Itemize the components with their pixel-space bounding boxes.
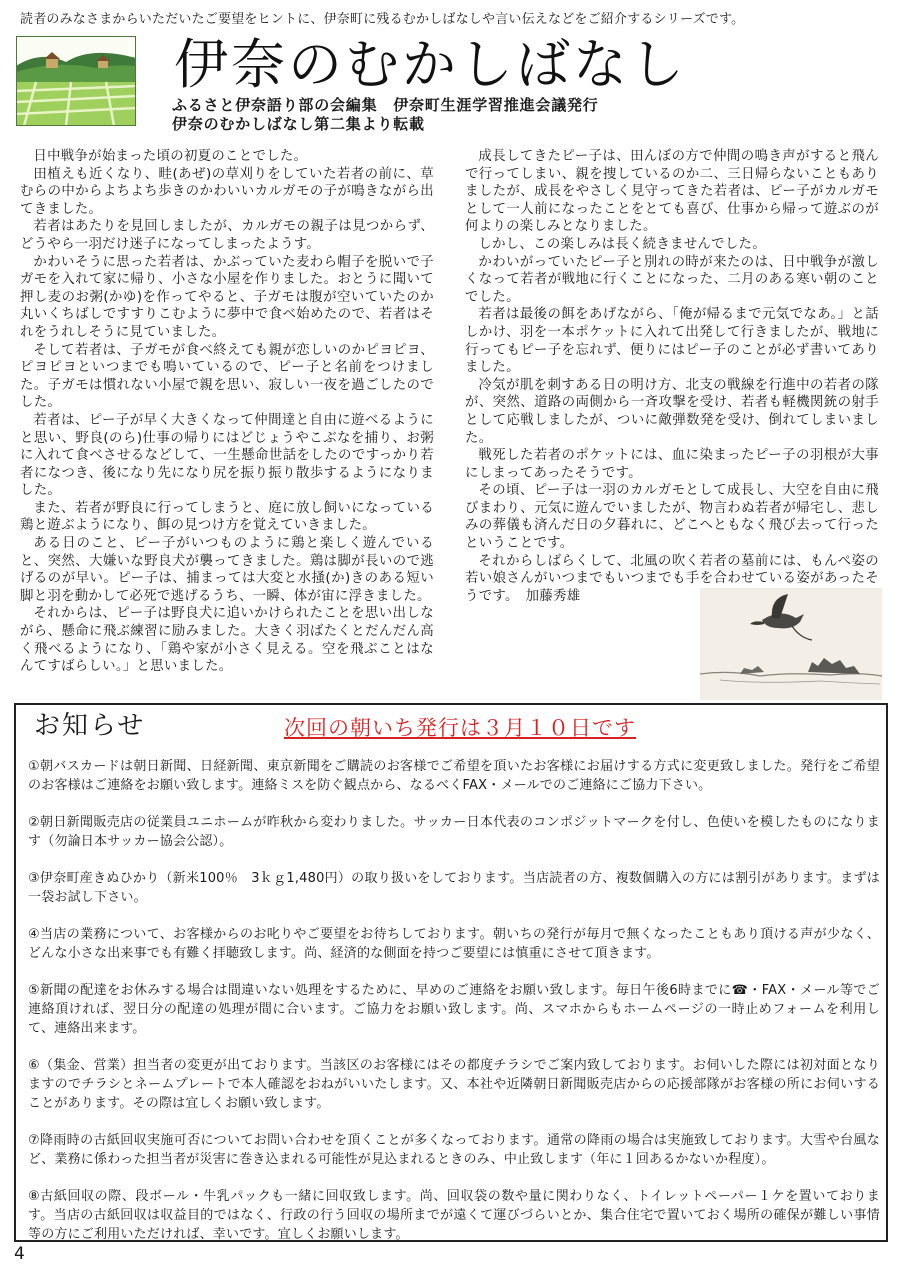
notice-box — [14, 703, 888, 1242]
story-paragraph: 戦死した若者のポケットには、血に染まったピー子の羽根が大事にしまってあったそうです。 — [465, 448, 879, 481]
story-paragraph: 冷気が肌を刺すある日の明け方、北支の戦線を行進中の若者の隊が、突然、道路の両側から一斉攻撃を受け、若者も軽機関銃の射手として応戦しましたが、ついに敵弾数発を受け、倒れてしまいました。 — [465, 377, 879, 446]
notice-item: ③伊奈町産きぬひかり（新米100％ 3ｋｇ1,480円）の取り扱いをしております。当店読者の方、複数個購入の方には割引があります。まずは一袋お試し下さい。 — [28, 871, 880, 905]
story-paragraph: かわいがっていたピー子と別れの時が来たのは、日中戦争が激しくなって若者が戦地に行くことになった、二月のある寒い朝のことでした。 — [465, 254, 879, 305]
notice-item: ④当店の業務について、お客様からのお叱りやご要望をお待ちしております。朝いちの発行が毎月で無くなったこともあり頂ける声が少なく、どんな小さな出来事でも有難く拝聴致します。尚、経済的な側面を持つご要望には慎重にさせて頂きます。 — [28, 927, 880, 961]
story-paragraph: 成長してきたピー子は、田んぼの方で仲間の鳴き声がすると飛んで行ってしまい、親を捜しているのか二、三日帰らないこともありましたが、成長をやさしく見守ってきた若者は、ピー子がカルガモとして一人前になったことをとても喜び、仕事から帰って遊ぶのが何よりの楽しみとなりました。 — [465, 149, 879, 235]
story-paragraph: それからは、ピー子は野良犬に追いかけられたことを思い出しながら、懸命に飛ぶ練習に励みました。大きく羽ばたくとだんだん高く飛べるようになり、「鶏や家が小さく見える。空を飛ぶことはなんてすばらしい。」と思いました。 — [20, 606, 434, 675]
notice-item: ⑤新聞の配達をお休みする場合は間違いない処理をするために、早めのご連絡をお願い致します。毎日午後6時までに☎・FAX・メール等でご連絡頂ければ、翌日分の配達の処理が間に合います。ご協力をお願い致します。尚、スマホからもホームページの一時止めフォームを利用して、連絡出来ます。 — [28, 983, 880, 1036]
story-paragraph: その頃、ピー子は一羽のカルガモとして成長し、大空を自由に飛びまわり、元気に遊んでいましたが、物言わぬ若者が帰宅し、悲しみの葬儀も済んだ日の夕暮れに、どこへともなく飛び去って行ったということです。 — [465, 483, 879, 552]
rice-field-landscape-icon — [16, 36, 136, 126]
story-paragraph: そして若者は、子ガモが食べ終えても親が恋しいのかピヨピヨ、ピヨピヨといつまでも鳴いているので、ピー子と名前をつけました。子ガモは慣れない小屋で親を思い、寂しい一夜を過ごしたのでした。 — [20, 342, 434, 411]
notice-item: ⑦降雨時の古紙回収実施可否についてお問い合わせを頂くことが多くなっております。通常の降雨の場合は実施致しております。大雪や台風など、業務に係わった担当者が災害に巻き込まれる可能性が見込まれるときのみ、中止致します（年に１回あるかないか程度）。 — [28, 1133, 880, 1167]
notice-heading: お知らせ — [34, 711, 146, 741]
story-paragraph: 日中戦争が始まった頃の初夏のことでした。 — [33, 149, 308, 164]
notice-item: ⑧古紙回収の際、段ボール・牛乳パックも一緒に回収致します。尚、回収袋の数や量に関わりなく、トイレットペーパー１ケを置いております。当店の古紙回収は収益目的ではなく、行政の行う回収の場所までが遠くて運びづらいとか、集合住宅で置いておく場所の確保が難しい事情等の方にご利用いただければ、幸いです。宜しくお願いします。 — [28, 1189, 880, 1242]
story-paragraph: しかし、この楽しみは長く続きませんでした。 — [478, 236, 766, 252]
next-issue-headline: 次回の朝いち発行は３月１０日です — [284, 716, 636, 740]
story-column-left — [20, 148, 434, 676]
notice-item: ②朝日新聞販売店の従業員ユニホームが昨秋から変わりました。サッカー日本代表のコンポジットマークを付し、色使いを模したものになります（勿論日本サッカー協会公認）。 — [28, 815, 880, 849]
masthead — [12, 32, 888, 132]
story-paragraph: 若者はあたりを見回しましたが、カルガモの親子は見つからず、どうやら一羽だけ迷子になってしまったようす。 — [20, 219, 434, 252]
story-paragraph: 若者は最後の餌をあげながら、「俺が帰るまで元気でなあ。」と話しかけ、羽を一本ポケットに入れて出発して行きましたが、戦地に行ってもピー子を忘れず、便りにはピー子のことが必ず書いてありました。 — [465, 307, 879, 376]
notice-list — [28, 757, 880, 1262]
page-number: 4 — [14, 1244, 25, 1264]
series-intro: 読者のみなさまからいただいたご要望をヒントに、伊奈町に残るむかしばなしや言い伝えなどをご紹介するシリーズです。 — [20, 12, 745, 27]
story-paragraph: また、若者が野良に行ってしまうと、庭に放し飼いになっている鶏と遊ぶようになり、餌の見つけ方を覚えていきました。 — [20, 500, 434, 534]
notice-item: ⑥（集金、営業）担当者の変更が出ております。当該区のお客様にはその都度チラシでご案内致しております。お伺いした際には初対面となりますのでチラシとネームプレートで本人確認をおねがいいたします。又、本社や近隣朝日新聞販売店からの応援部隊がお客様の所にお伺いすることがあります。その際は宜しくお願い致します。 — [28, 1058, 880, 1111]
story-paragraph: 若者は、ピー子が早く大きくなって仲間達と自由に遊べるようにと思い、野良(のら)仕事の帰りにはどじょうやこぶなを捕り、お粥に入れて食べさせるなどして、一生懸命世話をしたのですっかり若者になつき、後になり先になり尻を振り振り散歩するようになりました。 — [20, 412, 434, 499]
flying-duck-illustration — [700, 588, 882, 700]
editorial-credit: ふるさと伊奈語り部の会編集 伊奈町生涯学習推進会議発行 — [172, 96, 599, 114]
source-credit: 伊奈のむかしばなし第二集より転載 — [172, 115, 425, 133]
story-column-right — [465, 148, 879, 605]
story-paragraph: ある日のこと、ピー子がいつものように鶏と楽しく遊んでいると、突然、大嫌いな野良犬が襲ってきました。鶏は脚が長いので逃げるのが早い。ピー子は、捕まっては大変と水掻(か)きのある短い脚と羽を動かして必死で逃げるうち、一瞬、体が宙に浮きました。 — [20, 536, 434, 604]
story-paragraph: 田植えも近くなり、畦(あぜ)の草刈りをしていた若者の前に、草むらの中からよちよち歩きのかわいいカルガモの子が鳴きながら出てきました。 — [20, 166, 434, 217]
page-title: 伊奈のむかしばなし — [174, 33, 687, 96]
notice-item: ①朝バスカードは朝日新聞、日経新聞、東京新聞をご購読のお客様でご希望を頂いたお客様にお届けする方式に変更致しました。発行をご希望のお客様はご連絡をお願い致します。連絡ミスを防ぐ観点から、なるべくFAX・メールでのご連絡にご協力下さい。 — [28, 759, 880, 793]
story-paragraph: かわいそうに思った若者は、かぶっていた麦わら帽子を脱いで子ガモを入れて家に帰り、小さな小屋を作りました。おとうに聞いて押し麦のお粥(かゆ)を作ってやると、子ガモは腹が空いていたのか丸いくちばしですすりこむように夢中で食べ始めたので、若者はそれをうれしそうに見ていました。 — [20, 254, 434, 340]
story-paragraph: それからしばらくして、北風の吹く若者の墓前には、もんぺ姿の若い娘さんがいつまでもいつまでも手を合わせている姿があったそうです。 加藤秀雄 — [465, 553, 879, 604]
